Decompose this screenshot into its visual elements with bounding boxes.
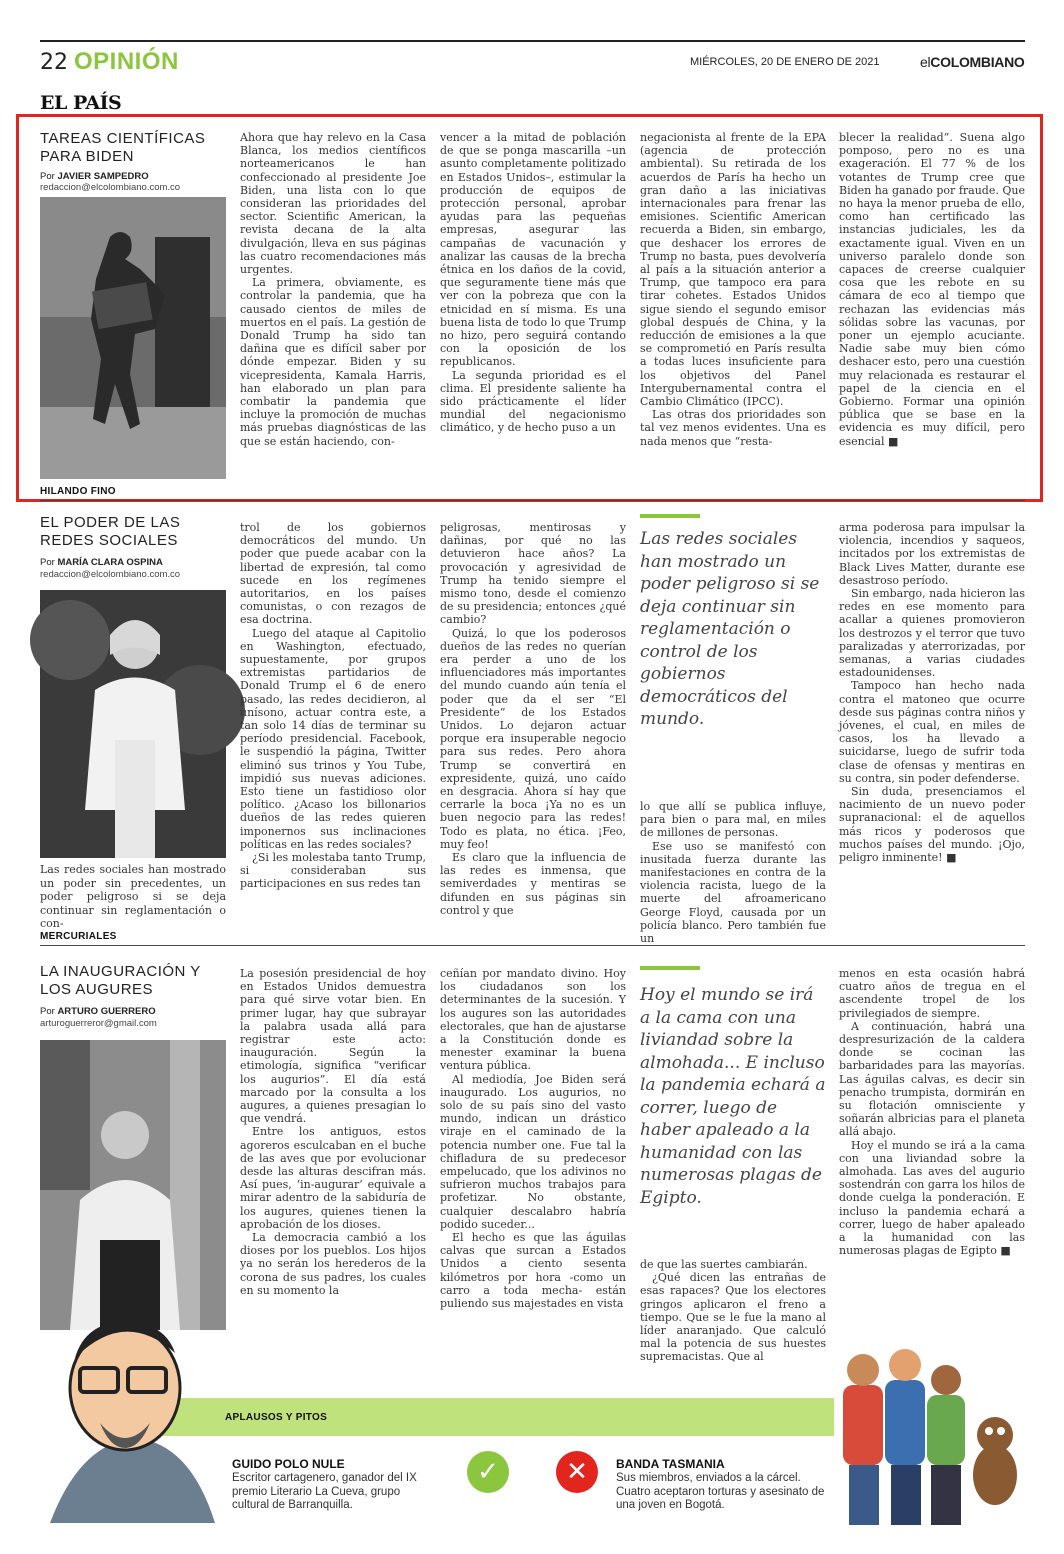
article3-byline: Por ARTURO GUERRERO (40, 1006, 156, 1017)
paragraph: Ese uso se manifestó con inusitada fuerza durante las manifestaciones en contra de la violencia racista, luego de la muerte del afroamericano George Floyd, causada por un policía blanco. Pero también fue un (640, 839, 826, 946)
article1-col3: negacionista al frente de la EPA (agencia de protección ambiental). Su retirada de los acuerdos de París ha hecho un gran daño a las iniciativas internacionales para frenar las emisiones. Scientific American recuerda a Biden, sin embargo, que deshacer los errores de Trump no basta, pues devolvería al país a la situación anterior a Trump, que tampoco era para tirar cohetes. Estados Unidos sigue siendo el segundo emisor global después de China, y la reducción de emisiones a la que se comprometió en París resulta a todas luces insuficiente para los objetivos del Panel Intergubernamental contra el Cambio Climático (IPCC). Las otras dos prioridades son tal vez menos evidentes. Una es nada menos que “resta- (640, 131, 826, 448)
boo-title: BANDA TASMANIA (616, 1457, 725, 1471)
author-photo-ospina (40, 590, 226, 858)
article1-email: redaccion@elcolombiano.com.co (40, 182, 181, 193)
article2-title: EL PODER DE LAS REDES SOCIALES (40, 514, 181, 549)
paragraph: ¿Qué dicen las entrañas de esas rapaces? Que los electores gringos aplicaron el freno a tiempo. Que se le fue la mano al líder anaranjado. Que calculó mal la potencia de sus huestes supremacistas. Que al (640, 1271, 826, 1364)
aplausos-label: APLAUSOS Y PITOS (225, 1412, 328, 1423)
pullquote-bar (640, 514, 700, 518)
article2-col1: trol de los gobiernos democráticos del mundo. Un poder que puede acabar con la libertad de expresión, tal como sucede en los regímenes autoritarios, en los países comunistas, o con rezagos de esa doctrina. Luego del ataque al Capitolio en Washington, efectuado, supuestamente, por grupos extremistas partidarios de Donald Trump el 6 de enero pasado, las redes decidieron, al unísono, actuar contra este, a tan solo 14 días de terminar su período presidencial. Facebook, le suspendió la página, Twitter eliminó sus trinos y You Tube, impidió sus nuevas adiciones. Esto tiene un fastidioso olor político. ¿Acaso los billonarios dueños de las redes quieren imponernos sus inclinaciones políticas en las redes sociales? ¿Si les molestaba tanto Trump, si consideraban sus participaciones en sus redes tan (240, 521, 426, 891)
paragraph: Tampoco han hecho nada contra el matoneo que ocurre desde sus páginas contra niños y jóvenes, el cual, en miles de casos, los ha llevado a suicidarse, luego de sufrir toda clase de ofensas y mentiras en su contra, sin poder defenderse. (839, 679, 1025, 785)
paragraph: Al mediodía, Joe Biden será inaugurado. Los augurios, no solo de su país sino del vasto mundo, indican un drástico viraje en el caminado de la potencia number one. Fue tal la chifladura de su predecesor empelucado, que los adivinos no sufrieron muchos trabajos para profetizar. No obstante, cualquier descalabro habría podido suceder... (440, 1072, 626, 1231)
article1-byline: Por JAVIER SAMPEDRO (40, 171, 149, 182)
paragraph: A continuación, habrá una despresurización de la caldera donde se cocinan las barbaridades para las mayorías. Las águilas calvas, es decir sin penacho trumpista, dormirán en su flotación omnisciente y soñarán albricias para el planeta allá abajo. (839, 1019, 1025, 1139)
article2-col2: peligrosas, mentirosas y dañinas, por qué no las detuvieron hace años? La provocación y agresividad de Trump ha tenido siempre el mismo tono, desde el comienzo de su presidencia; entonces ¿qué cambio? Quizá, lo que los poderosos dueños de las redes no querían era perder a uno de los influenciadores más importantes del mundo cuando aún tenía el poder que da el ser “El Presidente” de los Estados Unidos. Lo dejaron actuar porque era insuperable negocio para sus redes. Pero ahora Trump se convertirá en expresidente, quizá, uno caído en desgracia. Ahora sí hay que cerrarle la boca ¡Ya no es un buen negocio para las redes! Todo es plata, no ética. ¡Feo, muy feo! Es claro que la influencia de las redes es inmensa, que semiverdades y mentiras se difunden en sus páginas sin control y que (440, 521, 626, 917)
article3-pullquote: Hoy el mundo se irá a la cama con una liviandad sobre la almohada... E incluso la pandemia echará a correr, luego de haber apaleado a la humanidad con las numerosas plagas de Egipto. (640, 985, 826, 1208)
article1-col2: vencer a la mitad de población de que se ponga mascarilla –un asunto completamente politizado en Estados Unidos–, estimular la producción de equipos de protección personal, aprobar ayudas para las pequeñas empresas, asegurar las campañas de vacunación y analizar las causas de la brecha étnica en los daños de la covid, que seguramente tiene más que ver con la pobreza que con la etnicidad en sí misma. Es una buena lista de todo lo que Trump no hizo, pero seguirá contando con la oposición de los republicanos. La segunda prioridad es el clima. El presidente saliente ha sido prácticamente el líder mundial del negacionismo climático, y de hecho puso a un (440, 131, 626, 435)
paragraph: ¿Si les molestaba tanto Trump, si consideraban sus participaciones en sus redes tan (240, 851, 426, 891)
statue-photo (40, 197, 226, 479)
newspaper-logo: elCOLOMBIANO (920, 54, 1025, 70)
top-rule (40, 40, 1025, 42)
paragraph: Sin embargo, nada hicieron las redes en ese momento para acallar a quienes promovieron los destrozos y el terror que tuvo paralizadas y aterrorizadas, por semanas, a varias ciudades estadounidenses. (839, 587, 1025, 680)
paragraph: Sin duda, presenciamos el nacimiento de un nuevo poder supranacional: el de aquellos más ricos y poderosos que muchos países del mundo. ¡Ojo, peligro inminente! ■ (839, 785, 1025, 865)
article2-email: redaccion@elcolombiano.com.co (40, 569, 181, 580)
column-strip-hilando-fino: HILANDO FINO (40, 486, 116, 497)
paragraph: Quizá, lo que los poderosos dueños de las redes no querían era perder a uno de los influenciadores más importantes del mundo cuando aún tenía el poder que da el ser “El Presidente” de los Estados Unidos. Lo dejaron actuar porque era insuperable negocio para sus redes. Pero ahora Trump se convertirá en expresidente, quizá, uno caído en desgracia. Ahora sí hay que cerrarle la boca ¡Ya no es un buen negocio para las redes! Todo es plata, no ética. ¡Feo, muy feo! (440, 626, 626, 851)
article1-title: TAREAS CIENTÍFICAS PARA BIDEN (40, 130, 206, 165)
article3-email: arturoguerreror@gmail.com (40, 1018, 157, 1029)
source-logo: EL PAÍS (40, 92, 122, 114)
article2-pullquote: Las redes sociales han mostrado un poder peligroso si se deja continuar sin reglamentación o control de los gobiernos democráticos del mundo. (640, 529, 820, 729)
paragraph: Las otras dos prioridades son tal vez menos evidentes. Una es nada menos que “resta- (640, 408, 826, 448)
article3-col2: ceñían por mandato divino. Hoy los ciudadanos son los determinantes de la sucesión. Y los augures son las autoridades electorales, que han de ajustarse a la Constitución donde es menester examinar la buena ventura pública. Al mediodía, Joe Biden será inaugurado. Los augurios, no solo de su país sino del vasto mundo, indican un drástico viraje en el caminado de la potencia number one. Fue tal la chifladura de su predecesor empelucado, que los adivinos no sufrieron muchos trabajos para profetizar. No obstante, cualquier descalabro habría podido suceder... El hecho es que las águilas calvas que surcan a Estados Unidos a ciento sesenta kilómetros por hora -como un carro a toda mecha- están puliendo sus majestades en vista (440, 967, 626, 1311)
author-photo-guerrero (40, 1040, 226, 1330)
paragraph: Hoy el mundo se irá a la cama con una liviandad sobre la almohada. Las aves del augurio sostendrán con garra los hilos de donde cuelga la ponderación. E incluso la pandemia echará a correr, luego de haber apaleado a la humanidad con las numerosas plagas de Egipto ■ (839, 1138, 1025, 1258)
paragraph: Entre los antiguos, estos agoreros esculcaban en el buche de las aves que por evolucionar desde las alturas descifran más. Así pues, ‘in-augurar’ equivale a mirar adentro de la sabiduría de los augures, quienes tienen la aprobación de los dioses. (240, 1125, 426, 1231)
article3-title: LA INAUGURACIÓN Y LOS AUGURES (40, 963, 201, 998)
article1-col4: blecer la realidad”. Suena algo pomposo, pero no es una exageración. El 77 % de los votantes de Trump cree que Biden ha ganado por fraude. Que no haya la menor prueba de ello, como han certificado las instancias judiciales, les da exactamente igual. Viven en un universo paralelo donde son capaces de creerse cualquier cosa que les rebote en su cámara de eco al tiempo que rechazan las evidencias más sólidas sobre las vacunas, por poner un ejemplo acuciante. Nadie sabe muy bien cómo deshacer esto, pero una cuestión muy relacionada es restaurar el papel de la ciencia en el Gobierno. Formar una opinión pública que se base en la evidencia es muy difícil, pero esencial ■ (839, 131, 1025, 448)
section-title: OPINIÓN (74, 48, 179, 75)
paragraph: Es claro que la influencia de las redes es inmensa, que semiverdades y mentiras se difunden en sus páginas sin control y que (440, 851, 626, 917)
boo-text: Sus miembros, enviados a la cárcel. Cuatro aceptaron torturas y asesinato de una joven en Bogotá. (616, 1472, 825, 1511)
paragraph: El hecho es que las águilas calvas que surcan a Estados Unidos a ciento sesenta kilómetros por hora -como un carro a toda mecha- están puliendo sus majestades en vista (440, 1231, 626, 1311)
paragraph: La democracia cambió a los dioses por los pueblos. Los hijos ya no serán los herederos de la corona de sus padres, los cuales en su momento la (240, 1231, 426, 1297)
check-icon: ✓ (467, 1451, 509, 1493)
column-strip-mercuriales: MERCURIALES (40, 931, 117, 942)
applause-text: Escritor cartagenero, ganador del IX premio Literario La Cueva, grupo cultural de Barranquilla. (232, 1472, 417, 1511)
article3-col3: de que las suertes cambiarán. ¿Qué dicen las entrañas de esas rapaces? Que los electores gringos aplicaron el freno a tiempo. Que se le fue la mano al líder anaranjado. Que calculó mal la potencia de sus huestes supremacistas. Que al (640, 1258, 826, 1364)
article2-col3: lo que allí se publica influye, para bien o para mal, en miles de millones de personas. Ese uso se manifestó con inusitada fuerza durante las manifestaciones en contra de la violencia racista, luego de la muerte del afroamericano George Floyd, causada por un policía blanco. Pero también fue un (640, 800, 826, 946)
applause-title: GUIDO POLO NULE (232, 1457, 345, 1471)
article3-col1: La posesión presidencial de hoy en Estados Unidos demuestra para qué sirve votar bien. En primer lugar, hay que subrayar la palabra usada allá para registrar este acto: inauguración. Según la etimología, significa “verificar los augurios”. El día está marcado por la consulta a los augures, a quienes presagian lo que vendrá. Entre los antiguos, estos agoreros esculcaban en el buche de las aves que por evolucionar desde las alturas descifran más. Así pues, ‘in-augurar’ equivale a mirar adentro de la sabiduría de los augures, quienes tienen la aprobación de los dioses. La democracia cambió a los dioses por los pueblos. Los hijos ya no serán los herederos de la corona de sus padres, los cuales en su momento la (240, 967, 426, 1297)
article1-col1: Ahora que hay relevo en la Casa Blanca, los medios científicos norteamericanos le han confeccionado al presidente Joe Biden, una lista con lo que consideran las prioridades del sector. Scientific American, la revista decana de la alta divulgación, lleva en sus páginas las cuatro recomendaciones más urgentes. La primera, obviamente, es controlar la pandemia, que ha causado cientos de miles de muertos en el país. La gestión de Donald Trump ha sido tan dañina que es difícil saber por dónde empezar. Biden y su vicepresidenta, Kamala Harris, han elaborado un plan para combatir la pandemia que incluye la promoción de muchas más pruebas diagnósticas de las que se están haciendo, con- (240, 131, 426, 448)
page-number: 22 (40, 50, 68, 75)
article2-col4: arma poderosa para impulsar la violencia, incendios y saqueos, incitados por los extremistas de Black Lives Matter, durante ese desastroso período. Sin embargo, nada hicieron las redes en ese momento para acallar a quienes promovieron los destrozos y el terror que tuvo paralizadas y aterrorizadas, por semanas, a varias ciudades estadounidenses. Tampoco han hecho nada contra el matoneo que ocurre desde sus páginas contra niños y jóvenes, el cual, en miles de casos, los ha llevado a suicidarse, luego de sufrir toda clase de ofensas y mentiras en su contra, sin poder defenderse. Sin duda, presenciamos el nacimiento de un nuevo poder supranacional: el de aquellos más ricos y poderosos que muchos países del mundo. ¡Ojo, peligro inminente! ■ (839, 521, 1025, 865)
caricature-illustration (40, 1318, 215, 1528)
paragraph: La primera, obviamente, es controlar la pandemia, que ha causado cientos de miles de muertos en el país. La gestión de Donald Trump ha sido tan dañina que es difícil saber por dónde empezar. Biden y su vicepresidenta, Kamala Harris, han elaborado un plan para combatir la pandemia que incluye la promoción de muchas más pruebas diagnósticas de las que se están haciendo, con- (240, 276, 426, 448)
article2-caption: Las redes sociales han mostrado un poder sin precedentes, un poder peligroso si se deja continuar sin reglamentación o con- (40, 863, 226, 930)
issue-date: MIÉRCOLES, 20 DE ENERO DE 2021 (690, 56, 880, 68)
pullquote-bar (640, 966, 700, 970)
article2-byline: Por MARÍA CLARA OSPINA (40, 557, 163, 568)
gang-illustration (835, 1325, 1025, 1535)
article3-col4: menos en esta ocasión habrá cuatro años de tregua en el ascendente tropel de los privilegiados de siempre. A continuación, habrá una despresurización de la caldera donde se cocinan las barbaridades para las mayorías. Las águilas calvas, es decir sin penacho trumpista, dormirán en su flotación omnisciente y soñarán albricias para el planeta allá abajo. Hoy el mundo se irá a la cama con una liviandad sobre la almohada. Las aves del augurio sostendrán con garra los hilos de donde cuelga la ponderación. E incluso la pandemia echará a correr, luego de haber apaleado a la humanidad con las numerosas plagas de Egipto ■ (839, 967, 1025, 1258)
section-divider (40, 945, 1025, 946)
section-divider (40, 500, 1025, 501)
paragraph: La segunda prioridad es el clima. El presidente saliente ha sido prácticamente el líder mundial del negacionismo climático, y de hecho puso a un (440, 368, 626, 435)
paragraph: Luego del ataque al Capitolio en Washington, efectuado, supuestamente, por grupos extremistas partidarios de Donald Trump el 6 de enero pasado, las redes decidieron, al unísono, actuar contra este, a tan solo 14 días de terminar su período presidencial. Facebook, le suspendió la página, Twitter eliminó sus trinos y You Tube, impidió sus nuevas adiciones. Esto tiene un fastidioso olor político. ¿Acaso los billonarios dueños de las redes quieren imponernos sus inclinaciones políticas en las redes sociales? (240, 626, 426, 851)
x-icon: ✕ (556, 1451, 598, 1493)
